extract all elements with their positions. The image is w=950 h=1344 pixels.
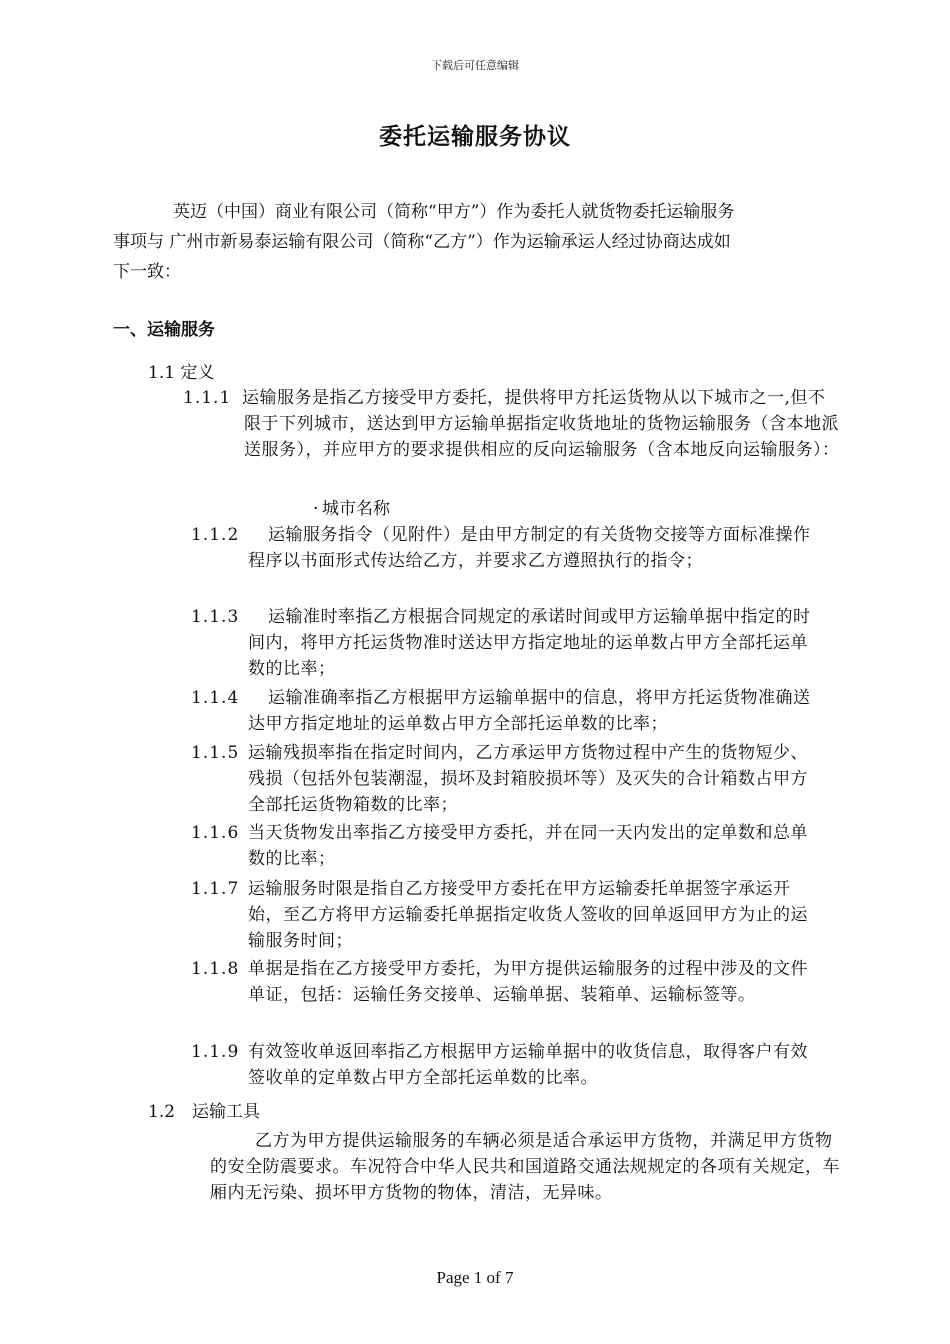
item-number: 1.1.6 <box>191 823 240 843</box>
intro-line-1: 英迈（中国）商业有限公司（简称“甲方”）作为委托人就货物委托运输服务 <box>173 202 735 222</box>
item-text: 运输服务时限是指自乙方接受甲方委托在甲方运输委托单据签字承运开始，至乙方将甲方运输委托单据指定收货人签收的回单返回甲方为止的运输服务时间； <box>248 879 808 951</box>
document-title: 委托运输服务协议 <box>379 124 571 150</box>
intro-line-2: 事项与 广州市新易泰运输有限公司（简称“乙方”）作为运输承运人经过协商达成如 <box>113 232 731 252</box>
section-heading: 一、运输服务 <box>113 320 215 340</box>
item-number: 1.1.5 <box>191 743 240 763</box>
item-text: 当天货物发出率指乙方接受甲方委托，并在同一天内发出的定单数和总单数的比率； <box>248 823 808 869</box>
page-number: Page 1 of 7 <box>436 1268 514 1287</box>
intro-line-3: 下一致： <box>113 262 181 282</box>
item-text: 运输准确率指乙方根据甲方运输单据中的信息，将甲方托运货物准确送达甲方指定地址的运单数占甲方全部托运单数的比率； <box>248 688 811 734</box>
item-text: 运输服务指令（见附件）是由甲方制定的有关货物交接等方面标准操作程序以书面形式传达给乙方，并要求乙方遵照执行的指令； <box>248 525 811 571</box>
subsection-1-2: 1.2 运输工具 <box>148 1102 261 1122</box>
item-text: 运输残损率指在指定时间内，乙方承运甲方货物过程中产生的货物短少、残损（包括外包装潮湿，损坏及封箱胶损坏等）及灭失的合计箱数占甲方全部托运货物箱数的比率； <box>248 743 808 815</box>
item-text: 运输准时率指乙方根据合同规定的承诺时间或甲方运输单据中指定的时间内，将甲方托运货物准时送达甲方指定地址的运单数占甲方全部托运单数的比率； <box>248 607 811 679</box>
item-number: 1.1.1 <box>183 388 232 408</box>
item-number: 1.1.9 <box>191 1042 240 1062</box>
item-number: 1.1.2 <box>191 525 240 545</box>
item-number: 1.1.7 <box>191 879 240 899</box>
item-text: 运输服务是指乙方接受甲方委托，提供将甲方托运货物从以下城市之一,但不限于下列城市，送达到甲方运输单据指定收货地址的货物运输服务（含本地派送服务），并应甲方的要求提供相应的反向运输服务（含本地反向运输服务）： <box>242 388 840 460</box>
subsection-1-1: 1.1 定义 <box>148 363 215 383</box>
item-number: 1.1.3 <box>191 607 240 627</box>
header-note: 下载后可任意编辑 <box>431 59 519 72</box>
city-name-label: 城市名称 <box>322 499 390 519</box>
item-number: 1.1.8 <box>191 959 240 979</box>
item-text: 单据是指在乙方接受甲方委托，为甲方提供运输服务的过程中涉及的文件单证，包括：运输任务交接单、运输单据、装箱单、运输标签等。 <box>248 959 808 1005</box>
item-text: 有效签收单返回率指乙方根据甲方运输单据中的收货信息，取得客户有效签收单的定单数占甲方全部托运单数的比率。 <box>248 1042 808 1088</box>
item-number: 1.1.4 <box>191 688 240 708</box>
bullet-icon: · <box>313 499 319 519</box>
transport-tools-text: 乙方为甲方提供运输服务的车辆必须是适合承运甲方货物，并满足甲方货物的安全防震要求。车况符合中华人民共和国道路交通法规规定的各项有关规定，车厢内无污染、损坏甲方货物的物体，清洁，无异味。 <box>210 1131 840 1203</box>
